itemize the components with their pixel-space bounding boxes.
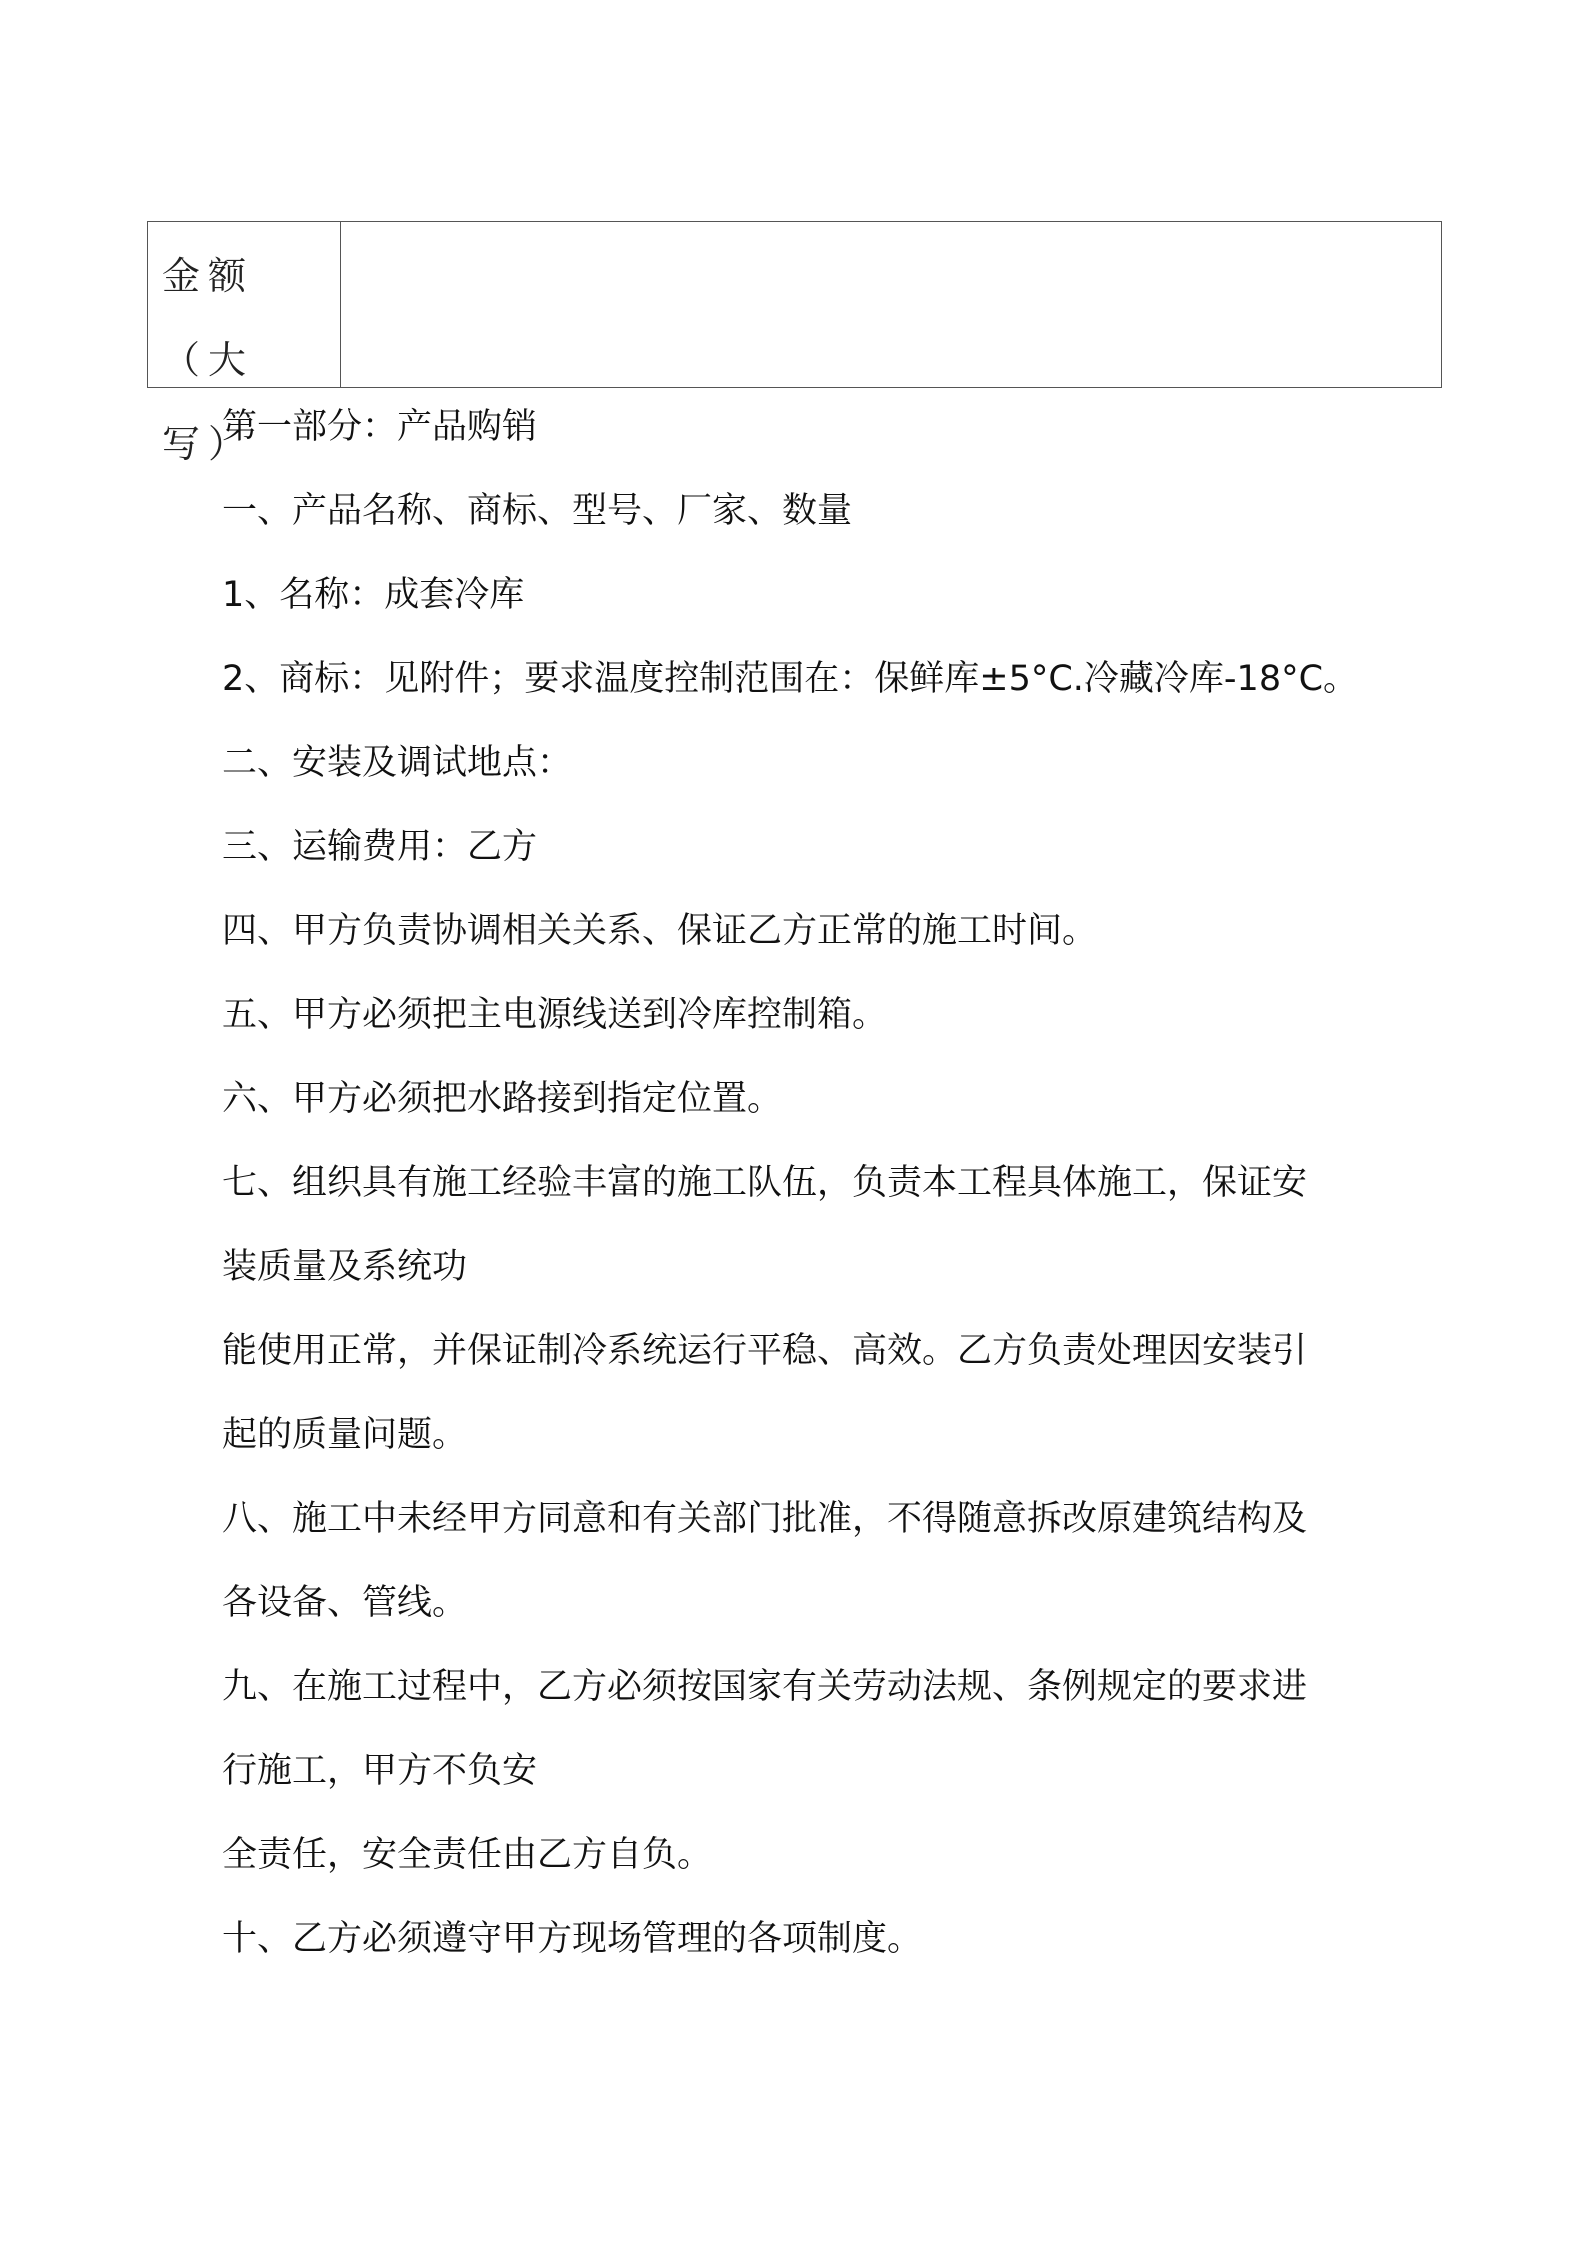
- amount-label-line2: 写）: [162, 422, 255, 466]
- clause-2: 二、安装及调试地点：: [222, 743, 573, 783]
- contract-body: [222, 385, 1392, 1981]
- clause-10: 十、乙方必须遵守甲方现场管理的各项制度。: [222, 1919, 923, 1959]
- clause-9-line-3: 全责任，安全责任由乙方自负。: [222, 1835, 713, 1875]
- clause-8-line-1: 八、施工中未经甲方同意和有关部门批准，不得随意拆改原建筑结构及: [222, 1499, 1308, 1539]
- amount-value-cell: [341, 222, 1441, 387]
- clause-5: 五、甲方必须把主电源线送到冷库控制箱。: [222, 995, 888, 1035]
- clause-1-item-1: 1、名称：成套冷库: [222, 575, 525, 615]
- clause-9-line-1: 九、在施工过程中，乙方必须按国家有关劳动法规、条例规定的要求进: [222, 1667, 1308, 1707]
- clause-1: 一、产品名称、商标、型号、厂家、数量: [222, 491, 853, 531]
- clause-7-line-4: 起的质量问题。: [222, 1415, 468, 1455]
- clause-6: 六、甲方必须把水路接到指定位置。: [222, 1079, 783, 1119]
- section-heading-part-one: 第一部分：产品购销: [222, 407, 538, 447]
- clause-9-line-2: 行施工，甲方不负安: [222, 1751, 538, 1791]
- clause-4: 四、甲方负责协调相关关系、保证乙方正常的施工时间。: [222, 911, 1098, 951]
- amount-label-cell: [148, 222, 341, 466]
- clause-7-line-1: 七、组织具有施工经验丰富的施工队伍，负责本工程具体施工，保证安: [222, 1163, 1308, 1203]
- clause-1-item-2: 2、商标：见附件；要求温度控制范围在：保鲜库±5°C.冷藏冷库-18°C。: [222, 659, 1359, 699]
- clause-8-line-2: 各设备、管线。: [222, 1583, 468, 1623]
- clause-3: 三、运输费用：乙方: [222, 827, 538, 867]
- clause-7-line-3: 能使用正常，并保证制冷系统运行平稳、高效。乙方负责处理因安装引: [222, 1331, 1308, 1371]
- clause-7-line-2: 装质量及系统功: [222, 1247, 468, 1287]
- amount-label-line1: 金额（大: [162, 254, 255, 382]
